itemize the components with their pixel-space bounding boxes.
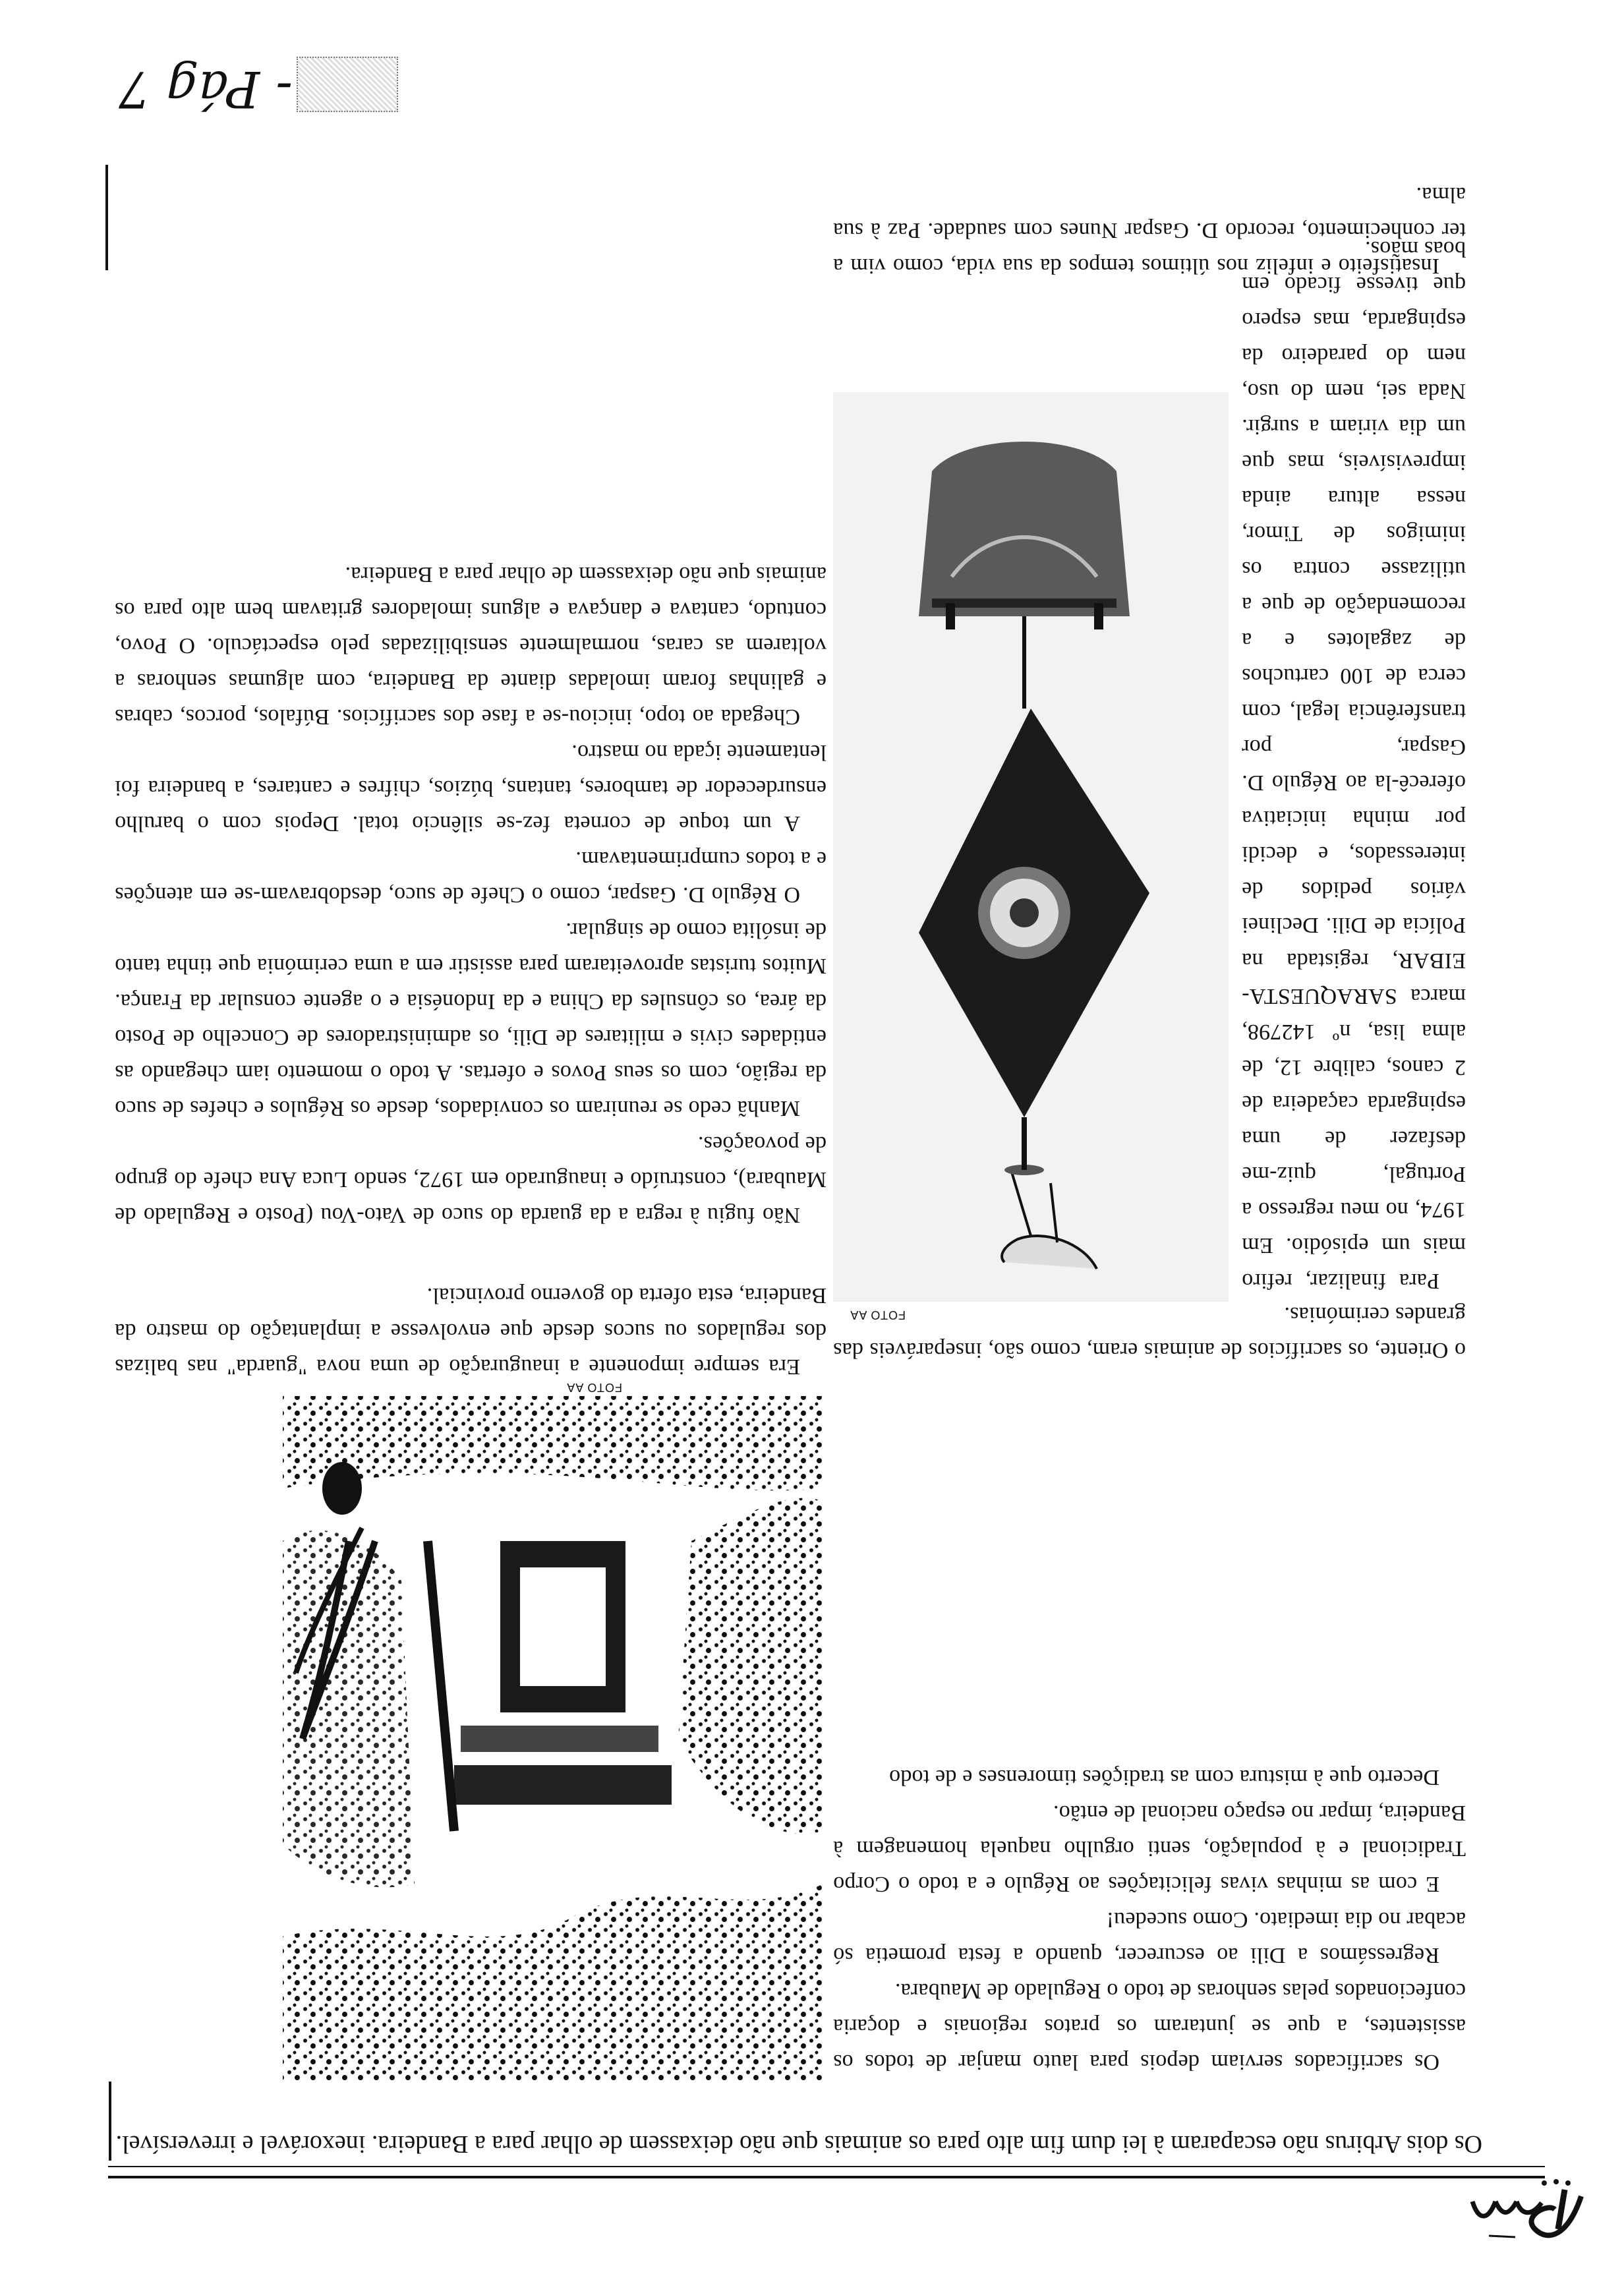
col1-para-2: Manhã cedo se reuniram os convidados, desde os Régulos e chefes de suco da região, com os seus Povos e ofertas. A todo o momento iam chegando as entidades civis e militares de Dili, os administradores de Concelho de Posto da área, os cônsules da China e da Indonésia e o agente consular da França. Muitos turistas aproveitaram para assistir em a uma cerimónia que tinha tanto de insólita como de singular. (115, 918, 826, 1121)
col3-para-1: Os sacrificados serviam depois para lauto manjar de todos os assistentes, a que se juntaram os pratos regionais e doçaria confecionados pelas senhoras de todo o Regulado de Maubara. (833, 1979, 1466, 2074)
masthead-logo (1463, 2176, 1594, 2256)
article-intro (115, 1239, 826, 1384)
col1-para-4: A um toque de corneta fez-se silêncio total. Depois com o barulho ensurdecedor de tambores, tantans, búzios, chifres e cantares, a bandeira foi lentamente içada no mastro. (115, 740, 826, 836)
caption-text: Os dois Arbirus não escaparam à lei dum fim alto para os animais que não deixassem de olhar para a Bandeira. inexorável e irreversível. (115, 2130, 1482, 2158)
intro-text: Era sempre imponente a inauguração de uma nova "guarda" nas balizas dos regulados ou sucos desde que envolvesse a implantação do mastro da Bandeira, esta oferta do governo provincial. (115, 1283, 826, 1379)
photo-credit-1: FOTO AA (566, 1381, 622, 1394)
column-1 (115, 112, 826, 1233)
col3-para-3: E com as minhas vivas felicitações ao Régulo e a todo o Corpo Tradicional e à população, senti orgulho naquela homenagem à Bandeira, ímpar no espaço nacional de então. (833, 1801, 1466, 1896)
col2-top-text: o Oriente, os sacrifícios de animais eram, como são, inseparáveis das grandes cerimónias. (833, 1302, 1466, 1362)
top-rule-thin (108, 2166, 1545, 2167)
col3-para-4: Decerto que à mistura com as tradições timorenses e de todo (888, 1765, 1439, 1790)
photo-arbirus (283, 1396, 823, 2082)
col1-para-1: Não fugiu à regra a da guarda do suco de Vato-Vou (Posto e Regulado de Maubara), construído e inaugurado em 1972, sendo Luca Ana chefe do grupo de povoações. (115, 1132, 826, 1227)
column-2-end (833, 171, 1466, 283)
page-number: - Pág 7 (118, 60, 293, 119)
column-3 (833, 1368, 1466, 2080)
column-2-top (833, 1295, 1466, 1368)
col2-para-2: Insatisfeito e infeliz nos últimos tempos da sua vida, como vim a ter conhecimento, recordo D. Gaspar Nunes com saudade. Paz à sua alma. (833, 183, 1466, 278)
masthead-logo-icon (1463, 2176, 1594, 2256)
photo-flag (833, 392, 1229, 1302)
page-stamp (297, 57, 398, 112)
col2-para-1: Para finalizar, refiro mais um episódio. Em 1974, no meu regresso a Portugal, quiz-me desfazer de uma espingarda caçadeira de 2 canos, calibre 12, de alma lisa, nº 142798, marca SARAQUESTA-EIBAR, registada na Polícia de Dili. Declinei vários pedidos de interessados, e decidi por minha iniciativa oferecê-la ao Régulo D. Gaspar, por transferência legal, com cerca de 100 cartuchos de zagalotes e a recomendação de que a utilizasse contra os inimigos de Timor, nessa altura ainda imprevisíveis, mas que um dia viriam a surgir. Nada sei, nem do uso, nem do paradeiro da espingarda, mas espero que tivesse ficado em boas mãos. (1242, 237, 1466, 1293)
column-2 (1242, 237, 1466, 1298)
photo-credit-2: FOTO AA (850, 1308, 906, 1322)
col1-para-5: Chegada ao topo, iniciou-se a fase dos sacrifícios. Búfalos, porcos, cabras e galinhas foram imoladas diante da Bandeira, com algumas senhoras a voltarem as caras, normalmente sensibilizadas pelo espectáculo. O Povo, contudo, cantava e dançava e alguns imoladores gritavam bem alto para os animais que não deixassem de olhar para a Bandeira. (115, 562, 826, 729)
photo-caption (111, 2088, 1482, 2161)
col1-para-3: O Régulo D. Gaspar, como o Chefe de suco, desdobravam-se em atenções e a todos cumprimentavam. (115, 847, 826, 907)
closing-rule (105, 165, 108, 270)
col3-para-2: Regressámos a Dili ao escurecer, quando a festa prometia só acabar no dia imediato. Como sucedeu! (833, 1908, 1466, 1968)
caption-left-rule (109, 2082, 111, 2161)
top-rule (108, 2176, 1545, 2178)
